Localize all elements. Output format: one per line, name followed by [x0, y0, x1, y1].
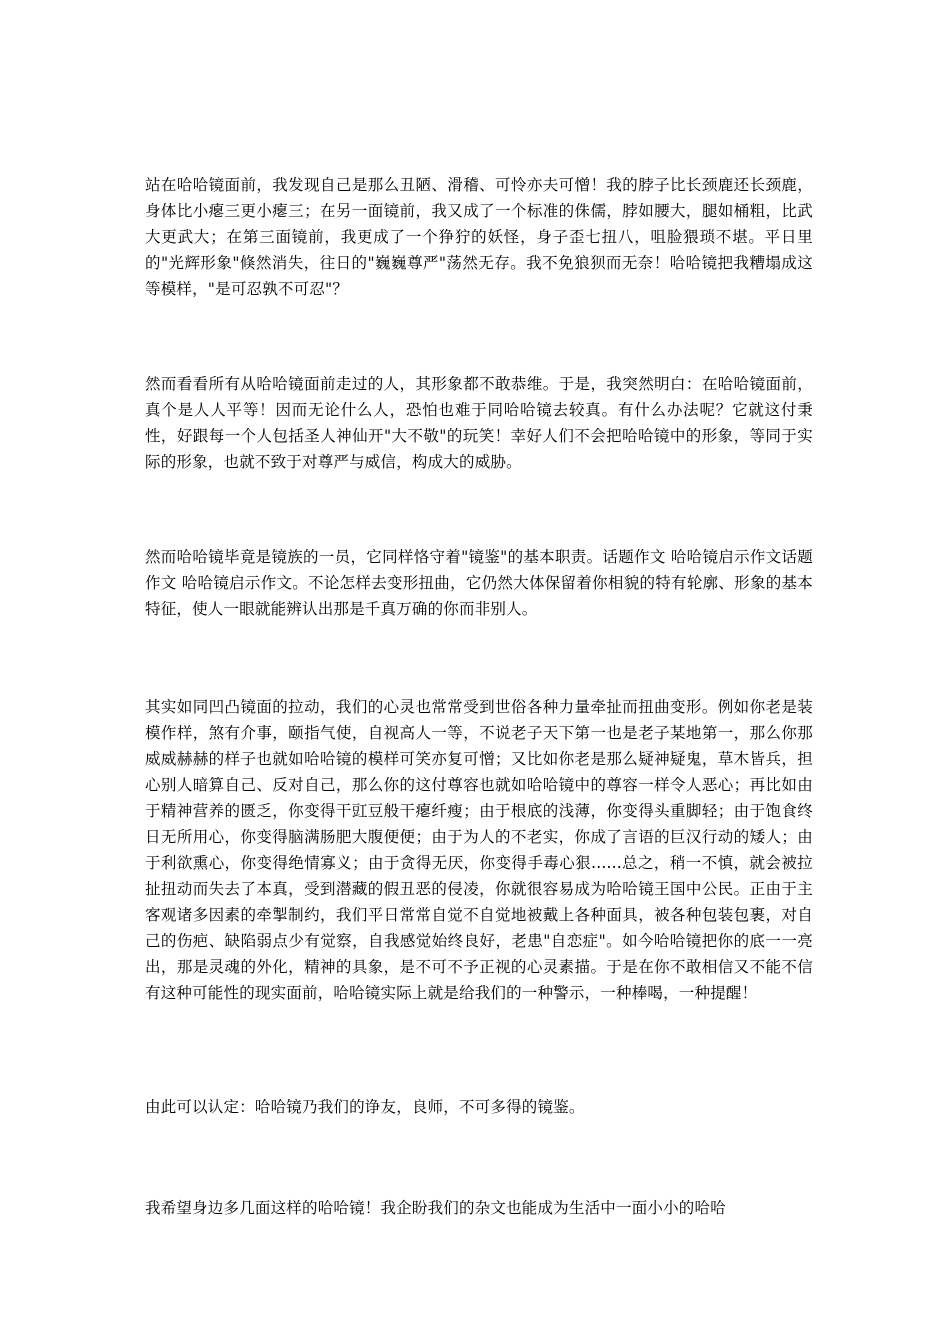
paragraph-3: 然而哈哈镜毕竟是镜族的一员，它同样恪守着"镜鉴"的基本职责。话题作文 哈哈镜启示作文话题作文 哈哈镜启示作文。不论怎样去变形扭曲，它仍然大体保留着你相貌的特有轮廓、形象的基本特征，使人一眼就能辨认出那是千真万确的你而非别人。: [145, 548, 813, 618]
paragraph-4: 其实如同凹凸镜面的拉动，我们的心灵也常常受到世俗各种力量牵扯而扭曲变形。例如你老是装模作样，煞有介事，颐指气使，自视高人一等，不说老子天下第一也是老子某地第一，那么你那威威赫赫的样子也就如哈哈镜的模样可笑亦复可憎；又比如你老是那么疑神疑鬼，草木皆兵，担心别人暗算自己、反对自己，那么你的这付尊容也就如哈哈镜中的尊容一样令人恶心；再比如由于精神营养的匮乏，你变得干豇豆般干瘪纤瘦；由于根底的浅薄，你变得头重脚轻；由于饱食终日无所用心，你变得脑满肠肥大腹便便；由于为人的不老实，你成了言语的巨汉行动的矮人；由于利欲熏心，你变得绝情寡义；由于贪得无厌，你变得手毒心狠......总之，稍一不慎，就会被拉扯扭动而失去了本真，受到潜藏的假丑恶的侵凌，你就很容易成为哈哈镜王国中公民。正由于主客观诸多因素的牵掣制约，我们平日常常自觉不自觉地被戴上各种面具，被各种包装包裹，对自己的伤疤、缺陷弱点少有觉察，自我感觉始终良好，老患"自恋症"。如今哈哈镜把你的底一一亮出，那是灵魂的外化，精神的具象，是不可不予正视的心灵素描。于是在你不敢相信又不能不信有这种可能性的现实面前，哈哈镜实际上就是给我们的一种警示，一种棒喝，一种提醒！: [145, 698, 813, 1002]
paragraph-1: 站在哈哈镜面前，我发现自己是那么丑陋、滑稽、可怜亦夫可憎！我的脖子比长颈鹿还长颈鹿，身体比小瘪三更小瘪三；在另一面镜前，我又成了一个标准的侏儒，脖如腰大，腿如桶粗，比武大更武大；在第三面镜前，我更成了一个狰狞的妖怪，身子歪七扭八，咀脸猥琐不堪。平日里的"光辉形象"倏然消失，往日的"巍巍尊严"荡然无存。我不免狼狈而无奈！哈哈镜把我糟塌成这等模样，"是可忍孰不可忍"？: [145, 176, 813, 298]
paragraph-5: 由此可以认定：哈哈镜乃我们的诤友，良师，不可多得的镜鉴。: [145, 1098, 585, 1116]
paragraph-2: 然而看看所有从哈哈镜面前走过的人，其形象都不敢恭维。于是，我突然明白：在哈哈镜面前，真个是人人平等！因而无论什么人，恐怕也难于同哈哈镜去较真。有什么办法呢？它就这付秉性，好跟每一个人包括圣人神仙开"大不敬"的玩笑！幸好人们不会把哈哈镜中的形象，等同于实际的形象，也就不致于对尊严与威信，构成大的威胁。: [145, 375, 813, 471]
paragraph-6: 我希望身边多几面这样的哈哈镜！我企盼我们的杂文也能成为生活中一面小小的哈哈: [145, 1199, 726, 1217]
